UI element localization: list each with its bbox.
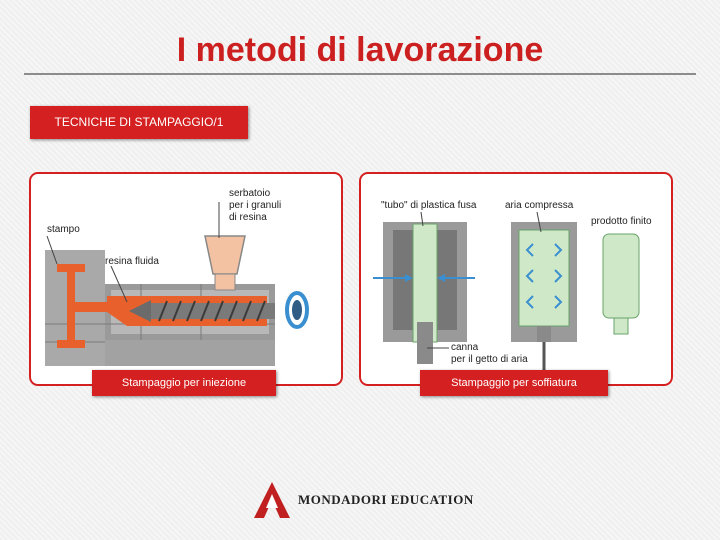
mold-label: stampo <box>47 224 80 235</box>
hopper-label-line1: serbatoio <box>229 188 271 199</box>
blow-caption: Stampaggio per soffiatura <box>420 370 608 396</box>
blow-molding-diagram <box>361 174 671 384</box>
injection-caption: Stampaggio per iniezione <box>92 370 276 396</box>
finished-bottle <box>603 234 639 318</box>
screw-shaft <box>151 303 275 319</box>
injection-molding-panel <box>29 172 343 386</box>
finished-product-label: prodotto finito <box>591 216 652 227</box>
tube-label: "tubo" di plastica fusa <box>381 200 477 211</box>
nozzle-label-line2: per il getto di aria <box>451 354 528 365</box>
injection-molding-diagram <box>31 174 341 384</box>
nozzle-label-line1: canna <box>451 342 479 353</box>
title-divider <box>24 73 696 75</box>
publisher-mark-icon <box>250 480 294 520</box>
hopper-label-line3: di resina <box>229 212 267 223</box>
blow-molding-panel <box>359 172 673 386</box>
page-title: I metodi di lavorazione <box>176 31 544 69</box>
compressed-air-label: aria compressa <box>505 200 574 211</box>
fluid-resin-label: resina fluida <box>105 256 159 267</box>
publisher-logo <box>250 480 490 520</box>
resin-hopper <box>205 236 245 274</box>
section-tab[interactable]: TECNICHE DI STAMPAGGIO/1 <box>30 106 248 139</box>
hopper-label-line2: per i granuli <box>229 200 282 211</box>
publisher-name: MONDADORI EDUCATION <box>298 492 474 507</box>
